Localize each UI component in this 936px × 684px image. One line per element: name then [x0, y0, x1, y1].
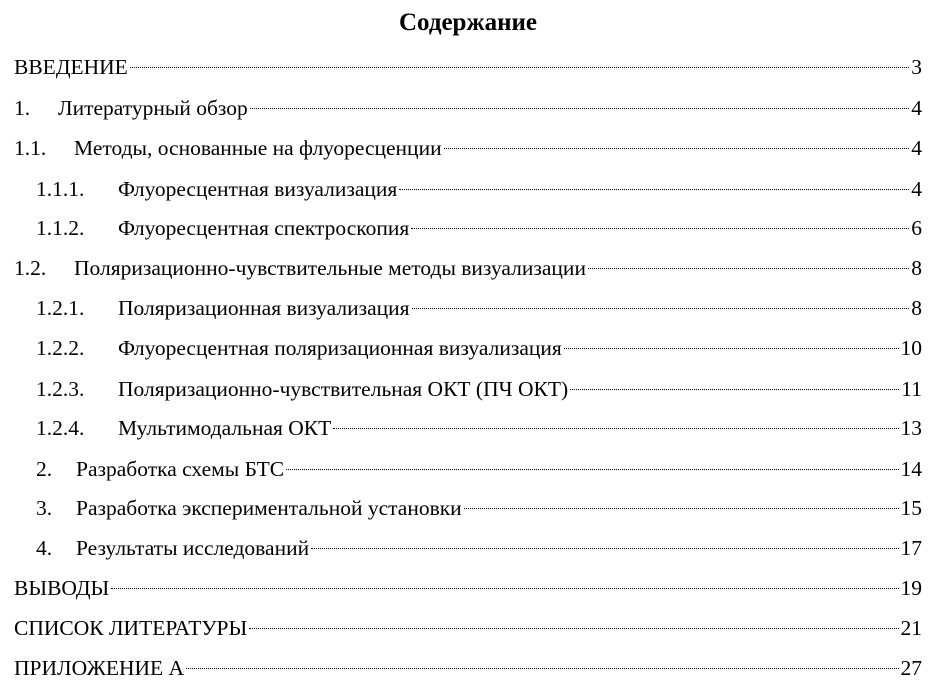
toc-page-number: 4 — [911, 136, 922, 160]
toc-entry-text: Поляризационно-чувствительные методы визуализации — [74, 256, 586, 280]
toc-entry-number: 4. — [36, 536, 53, 560]
toc-entry-number: 1.2.1. — [36, 296, 85, 320]
toc-entry-text: Разработка экспериментальной установки — [76, 496, 462, 520]
toc-entry[interactable] — [14, 245, 922, 280]
toc-page-number: 4 — [911, 96, 922, 120]
toc-entry-text: Мультимодальная ОКТ — [118, 416, 332, 440]
toc-leader-dots — [570, 366, 899, 396]
toc-entry[interactable] — [14, 125, 922, 160]
toc-page-number: 4 — [911, 177, 922, 201]
toc-entry-text: ВЫВОДЫ — [14, 576, 110, 600]
toc-entry-text: Флуоресцентная спектроскопия — [118, 216, 410, 240]
toc-entry-number: 1.1.1. — [36, 177, 85, 201]
toc-entry-number: 1. — [14, 96, 31, 120]
toc-entry[interactable] — [14, 44, 922, 79]
toc-page-number: 15 — [900, 496, 922, 520]
toc-title: Содержание — [398, 9, 537, 36]
toc-entry-number: 1.1. — [14, 136, 47, 160]
toc-entry-number: 1.2.2. — [36, 336, 85, 360]
toc-entry[interactable] — [14, 285, 922, 320]
toc-leader-dots — [111, 565, 898, 595]
toc-entry-text: Разработка схемы БТС — [76, 457, 285, 481]
toc-page-number: 8 — [911, 296, 922, 320]
toc-entry[interactable] — [14, 166, 922, 201]
toc-entry-text: Поляризационная визуализация — [118, 296, 410, 320]
toc-leader-dots — [564, 325, 899, 355]
toc-entry[interactable] — [14, 205, 922, 240]
toc-entry[interactable] — [14, 85, 922, 120]
toc-page-number: 10 — [900, 336, 922, 360]
toc-entry[interactable] — [14, 605, 922, 640]
toc-entry[interactable] — [14, 565, 922, 600]
toc-leader-dots — [399, 166, 909, 196]
toc-entry-text: ПРИЛОЖЕНИЕ А — [14, 656, 185, 680]
toc-leader-dots — [588, 245, 909, 275]
toc-page-number: 14 — [900, 457, 922, 481]
toc-leader-dots — [444, 125, 910, 155]
toc-entry[interactable] — [14, 405, 922, 440]
toc-page-number: 8 — [911, 256, 922, 280]
toc-entry-text: СПИСОК ЛИТЕРАТУРЫ — [14, 616, 248, 640]
toc-leader-dots — [186, 645, 898, 675]
toc-leader-dots — [311, 525, 898, 555]
toc-entry-number: 1.1.2. — [36, 216, 85, 240]
toc-page-number: 21 — [900, 616, 922, 640]
toc-page-number: 27 — [900, 656, 922, 680]
toc-leader-dots — [250, 85, 909, 115]
toc-leader-dots — [411, 205, 909, 235]
toc-page-number: 6 — [911, 216, 922, 240]
toc-page-number: 11 — [901, 377, 922, 401]
toc-entry-text: Результаты исследований — [76, 536, 310, 560]
toc-entry-text: Литературный обзор — [58, 96, 248, 120]
toc-entry-number: 2. — [36, 457, 53, 481]
toc-entry-text: ВВЕДЕНИЕ — [14, 55, 128, 79]
toc-leader-dots — [130, 44, 909, 74]
toc-page-number: 19 — [900, 576, 922, 600]
toc-entry-number: 1.2. — [14, 256, 47, 280]
toc-entry[interactable] — [14, 485, 922, 520]
toc-entry-text: Флуоресцентная поляризационная визуализация — [118, 336, 562, 360]
toc-page-number: 3 — [911, 55, 922, 79]
toc-entry-text: Поляризационно-чувствительная ОКТ (ПЧ ОКТ) — [118, 377, 569, 401]
toc-page-number: 13 — [900, 416, 922, 440]
toc-leader-dots — [333, 405, 898, 435]
toc-leader-dots — [249, 605, 898, 635]
toc-entry-text: Флуоресцентная визуализация — [118, 177, 398, 201]
toc-entry-text: Методы, основанные на флуоресценции — [74, 136, 442, 160]
toc-entry[interactable] — [14, 525, 922, 560]
toc-entry-number: 1.2.4. — [36, 416, 85, 440]
toc-entry[interactable] — [14, 366, 922, 401]
toc-entry-number: 3. — [36, 496, 53, 520]
toc-page-number: 17 — [900, 536, 922, 560]
toc-leader-dots — [412, 285, 910, 315]
toc-entry[interactable] — [14, 446, 922, 481]
toc-entry[interactable] — [14, 325, 922, 360]
toc-entry-number: 1.2.3. — [36, 377, 85, 401]
toc-leader-dots — [286, 446, 898, 476]
toc-entry[interactable] — [14, 645, 922, 680]
toc-leader-dots — [464, 485, 899, 515]
